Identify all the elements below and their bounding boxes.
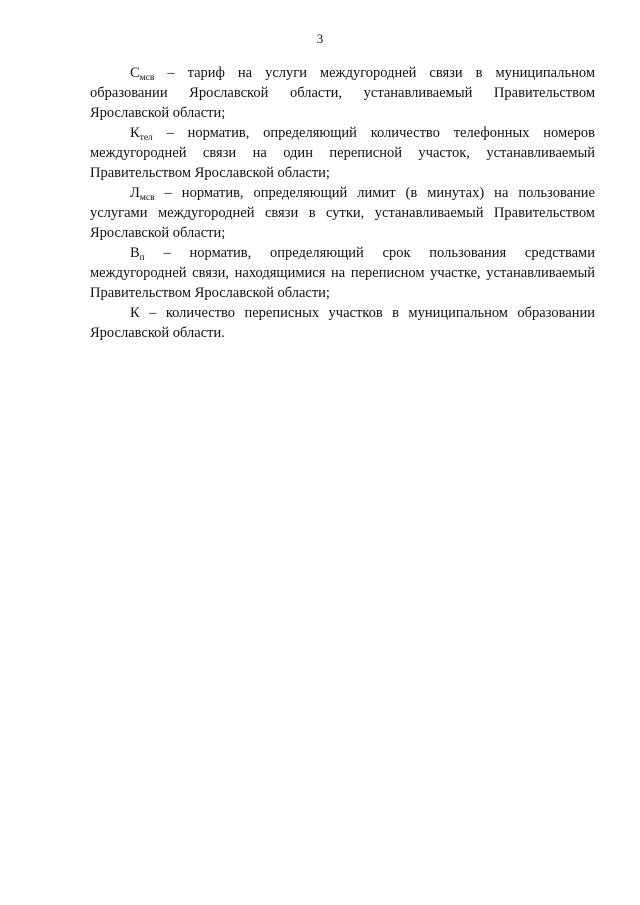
variable-symbol: С [130, 65, 140, 81]
definition-paragraph [90, 183, 595, 243]
definition-paragraph [90, 303, 595, 343]
variable-subscript: мсв [139, 193, 155, 203]
variable-symbol: В [130, 245, 140, 261]
variable-symbol: К [130, 305, 140, 321]
definition-text: – норматив, определяющий количество телефонных номеров междугородней связи на один переписной участок, устанавливаемый Правительством Ярославской области; [90, 125, 595, 181]
definition-paragraph [90, 123, 595, 183]
variable-subscript: п [139, 253, 145, 263]
variable-symbol: Л [130, 185, 140, 201]
variable-symbol: К [130, 125, 140, 141]
definition-text: – норматив, определяющий срок пользования средствами междугородней связи, находящимися на переписном участке, устанавливаемый Правительством Ярославской области; [90, 245, 595, 301]
variable-subscript: мсв [139, 73, 155, 83]
page-number: 3 [316, 31, 324, 46]
definition-text: – тариф на услуги междугородней связи в муниципальном образовании Ярославской области, устанавливаемый Правительством Ярославской области; [90, 65, 595, 121]
definition-text: – норматив, определяющий лимит (в минутах) на пользование услугами междугородней связи в сутки, устанавливаемый Правительством Ярославской области; [90, 185, 595, 241]
definition-paragraph [90, 243, 595, 303]
definition-text: – количество переписных участков в муниципальном образовании Ярославской области. [90, 305, 595, 341]
variable-subscript: тел [139, 133, 153, 143]
definition-paragraph [90, 63, 595, 123]
document-body [90, 63, 595, 343]
